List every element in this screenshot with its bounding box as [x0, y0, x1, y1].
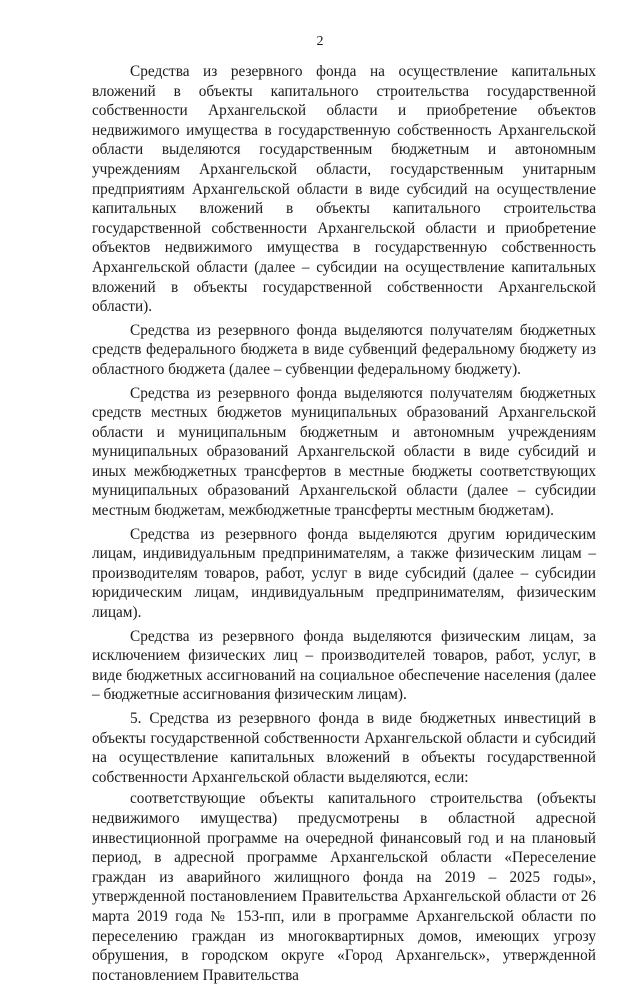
document-body [92, 62, 596, 989]
paragraph-individuals: Средства из резервного фонда выделяются физическим лицам, за исключением физических лиц – производителей товаров, работ, услуг, в виде бюджетных ассигнований на социальное обеспечение населения (далее – бюджетные ассигнования физическим лицам). [92, 627, 596, 704]
paragraph-capital-investments: Средства из резервного фонда на осуществление капитальных вложений в объекты капитального строительства государственной собственности Архангельской области и приобретение объектов недвижимого имущества в государственную собственность Архангельской области выделяются государственным бюджетным и автономным учреждениям Архангельской области, государственным унитарным предприятиям Архангельской области в виде субсидий на осуществление капитальных вложений в объекты капитального строительства государственной собственности Архангельской области и приобретение объектов недвижимого имущества в государственную собственность Архангельской области (далее – субсидии на осуществление капитальных вложений в объекты государственной собственности Архангельской области). [92, 63, 596, 316]
page-number: 2 [316, 34, 324, 49]
paragraph-conditions: соответствующие объекты капитального строительства (объекты недвижимого имущества) предусмотрены в областной адресной инвестиционной программе на очередной финансовый год и на плановый период, в адресной программе Архангельской области «Переселение граждан из аварийного жилищного фонда на 2019 – 2025 годы», утвержденной постановлением Правительства Архангельской области от 26 марта 2019 года № 153-пп, или в программе Архангельской области по переселению граждан из многоквартирных домов, имеющих угрозу обрушения, в городском округе «Город Архангельск», утвержденной постановлением Правительства [92, 790, 596, 984]
paragraph-federal-subventions: Средства из резервного фонда выделяются получателям бюджетных средств федерального бюджета в виде субвенций федеральному бюджету из областного бюджета (далее – субвенции федеральному бюджету). [92, 321, 596, 378]
paragraph-local-budgets: Средства из резервного фонда выделяются получателям бюджетных средств местных бюджетов муниципальных образований Архангельской области и муниципальным бюджетным и автономным учреждениям муниципальных образований Архангельской области в виде субсидий и иных межбюджетных трансфертов в местные бюджеты соответствующих муниципальных образований Архангельской области (далее – субсидии местным бюджетам, межбюджетные трансферты местным бюджетам). [92, 384, 596, 520]
paragraph-section-5: 5. Средства из резервного фонда в виде бюджетных инвестиций в объекты государственной собственности Архангельской области и субсидий на осуществление капитальных вложений в объекты государственной собственности Архангельской области выделяются, если: [92, 710, 596, 786]
paragraph-legal-entities: Средства из резервного фонда выделяются другим юридическим лицам, индивидуальным предпринимателям, а также физическим лицам – производителям товаров, работ, услуг в виде субсидий (далее – субсидии юридическим лицам, индивидуальным предпринимателям, физическим лицам). [92, 525, 596, 622]
